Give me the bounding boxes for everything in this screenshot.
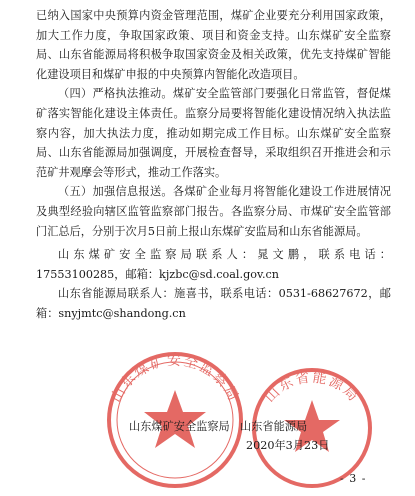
signature-date: 2020年3月23日 (246, 439, 330, 452)
paragraph-reporting: （五）加强信息报送。各煤矿企业每月将智能化建设工作进展情况及典型经验向辖区监管监察部门报告。各监察分局、市煤矿安全监管部门汇总后，分别于次月5日前上报山东煤矿安监局和山东省能源局。 (36, 185, 391, 238)
contact-energy-bureau: 山东省能源局联系人：施喜书，联系电话：0531-68627672，邮箱：snyjmtc@shandong.cn (36, 287, 391, 320)
svg-text:山东省能源局: 山东省能源局 (261, 369, 363, 406)
signature-org-coal: 山东煤矿安全监察局 (129, 420, 230, 433)
paragraph-funding: 已纳入国家中央预算内资金管理范围，煤矿企业要充分利用国家政策，加大工作力度，争取国家政策、项目和资金支持。山东煤矿安全监察局、山东省能源局将积极争取国家资金及相关政策，优先支持煤矿智能化建设项目和煤矿申报的中央预算内智能化改造项目。 (36, 9, 391, 81)
signature-org-energy: 山东省能源局 (240, 420, 308, 433)
svg-text:山东煤矿安全监察局: 山东煤矿安全监察局 (108, 352, 242, 406)
signature-block (0, 418, 415, 458)
page-number: - 3 - (340, 472, 367, 485)
paragraph-enforcement: （四）严格执法推动。煤矿安全监管部门要强化日常监管，督促煤矿落实智能化建设主体责任。监察分局要将智能化建设情况纳入执法监察内容，加大执法力度，推动如期完成工作目标。山东煤矿安全监察局、山东省能源局加强调度，开展检查督导，采取组织召开推进会和示范矿井观摩会等形式，推动工作落实。 (36, 87, 391, 179)
contact-coal-bureau: 山东煤矿安全监察局联系人：晁文鹏，联系电话：17553100285，邮箱：kjzbc@sd.coal.gov.cn (36, 248, 391, 281)
